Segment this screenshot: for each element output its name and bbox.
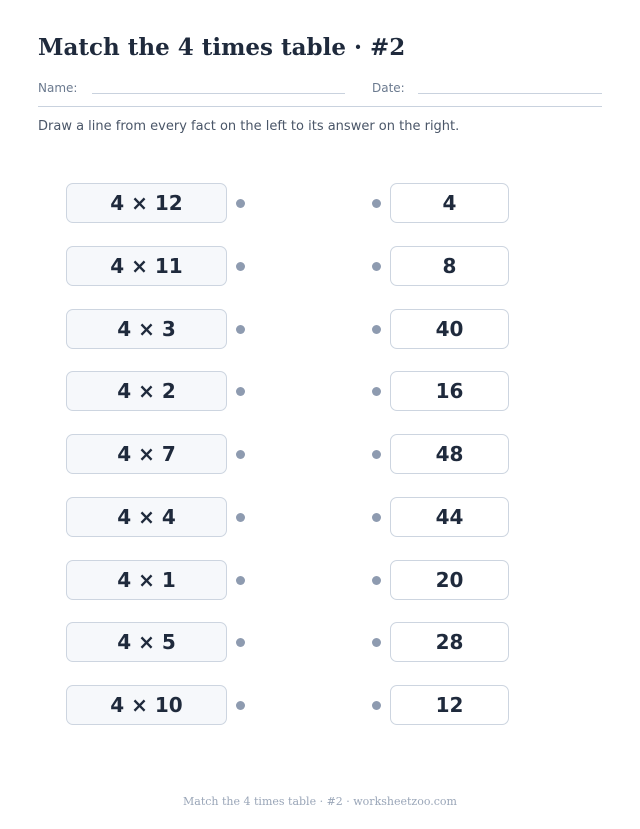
fact-dot[interactable] <box>236 513 245 522</box>
match-pair <box>0 685 640 727</box>
match-pair <box>0 183 640 225</box>
match-pair-list <box>0 183 640 748</box>
answer-dot[interactable] <box>372 576 381 585</box>
name-line[interactable] <box>92 93 345 94</box>
answer-box: 44 <box>390 497 509 537</box>
instructions: Draw a line from every fact on the left to its answer on the right. <box>38 119 460 134</box>
answer-dot[interactable] <box>372 387 381 396</box>
match-pair <box>0 622 640 664</box>
fact-box: 4 × 2 <box>66 371 227 411</box>
answer-box: 16 <box>390 371 509 411</box>
answer-dot[interactable] <box>372 325 381 334</box>
answer-dot[interactable] <box>372 513 381 522</box>
fact-dot[interactable] <box>236 576 245 585</box>
footer: Match the 4 times table · #2 · worksheetzoo.com <box>183 795 457 808</box>
fact-dot[interactable] <box>236 638 245 647</box>
fact-box: 4 × 4 <box>66 497 227 537</box>
fact-dot[interactable] <box>236 199 245 208</box>
fact-dot[interactable] <box>236 450 245 459</box>
fact-box: 4 × 10 <box>66 685 227 725</box>
match-pair <box>0 246 640 288</box>
fact-dot[interactable] <box>236 325 245 334</box>
date-line[interactable] <box>418 93 602 94</box>
fact-dot[interactable] <box>236 387 245 396</box>
answer-box: 20 <box>390 560 509 600</box>
answer-box: 12 <box>390 685 509 725</box>
date-label: Date: <box>372 81 405 95</box>
header-divider <box>38 106 602 107</box>
name-label: Name: <box>38 81 78 95</box>
fact-box: 4 × 12 <box>66 183 227 223</box>
fact-dot[interactable] <box>236 262 245 271</box>
match-pair <box>0 560 640 602</box>
answer-box: 4 <box>390 183 509 223</box>
answer-box: 28 <box>390 622 509 662</box>
match-pair <box>0 497 640 539</box>
fact-box: 4 × 1 <box>66 560 227 600</box>
answer-box: 40 <box>390 309 509 349</box>
answer-dot[interactable] <box>372 701 381 710</box>
fact-box: 4 × 11 <box>66 246 227 286</box>
fact-box: 4 × 5 <box>66 622 227 662</box>
fact-dot[interactable] <box>236 701 245 710</box>
answer-dot[interactable] <box>372 450 381 459</box>
answer-box: 8 <box>390 246 509 286</box>
worksheet-title: Match the 4 times table · #2 <box>38 34 406 61</box>
match-pair <box>0 309 640 351</box>
answer-box: 48 <box>390 434 509 474</box>
fact-box: 4 × 7 <box>66 434 227 474</box>
answer-dot[interactable] <box>372 262 381 271</box>
fact-box: 4 × 3 <box>66 309 227 349</box>
match-pair <box>0 434 640 476</box>
answer-dot[interactable] <box>372 199 381 208</box>
answer-dot[interactable] <box>372 638 381 647</box>
match-pair <box>0 371 640 413</box>
